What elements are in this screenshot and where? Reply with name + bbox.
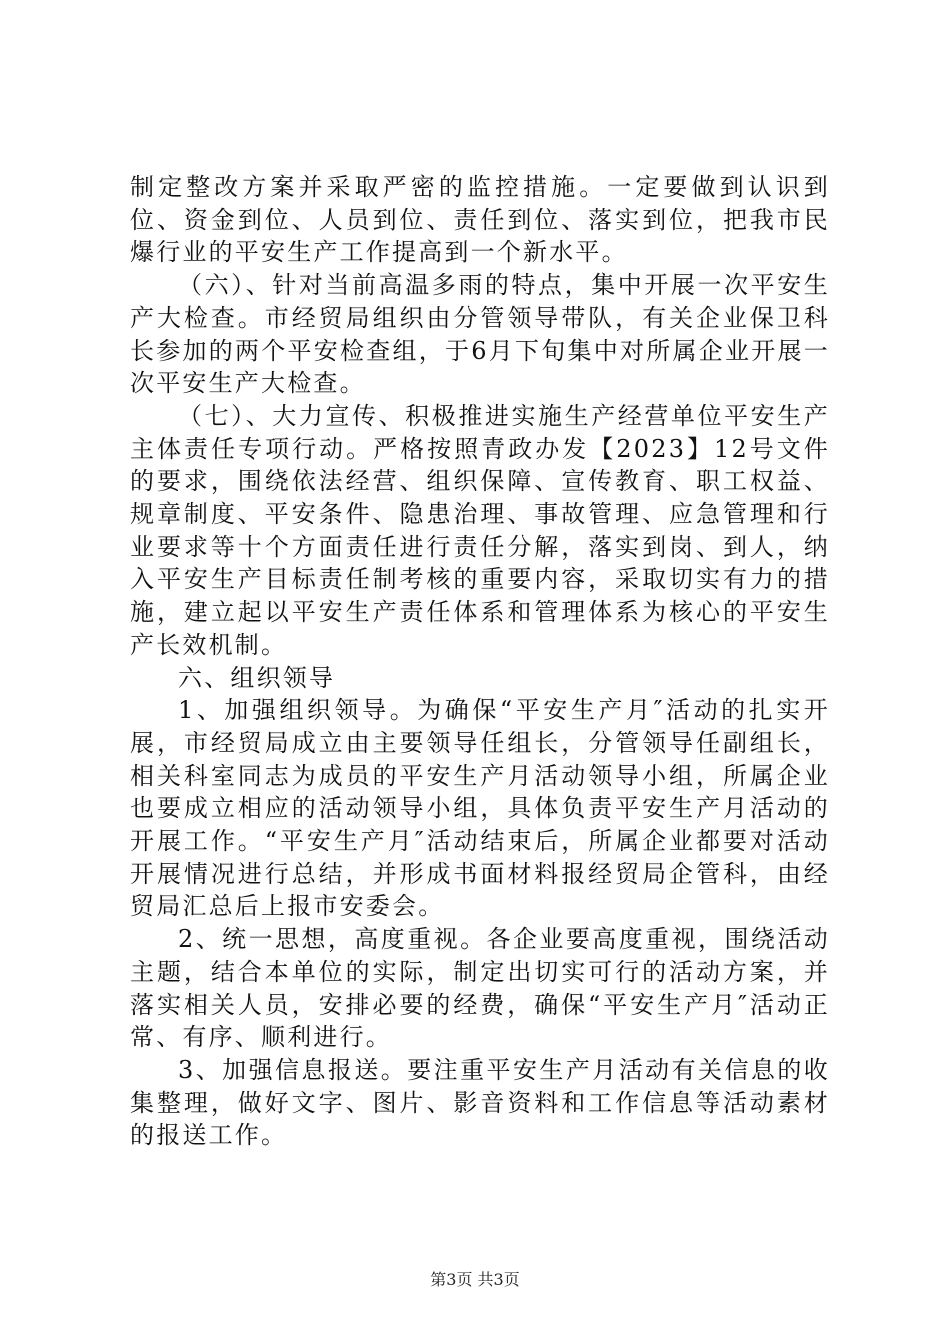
section-heading-organization: 六、组织领导 — [178, 663, 336, 692]
page-number-footer: 第3页 共3页 — [430, 1270, 520, 1289]
paragraph-continuation: 制定整改方案并采取严密的监控措施。一定要做到认识到位、资金到位、人员到位、责任到位、落实到位，把我市民爆行业的平安生产工作提高到一个新水平。 — [130, 173, 830, 267]
paragraph-point-3: 3、加强信息报送。要注重平安生产月活动有关信息的收集整理，做好文字、图片、影音资料和工作信息等活动素材的报送工作。 — [130, 1055, 830, 1150]
paragraph-point-1: 1、加强组织领导。为确保“平安生产月″活动的扎实开展，市经贸局成立由主要领导任组长，分管领导任副组长，相关科室同志为成员的平安生产月活动领导小组，所属企业也要成立相应的活动领导小组，具体负责平安生产月活动的开展工作。“平安生产月″活动结束后，所属企业都要对活动开展情况进行总结，并形成书面材料报经贸局企管科，由经贸局汇总后上报市安委会。 — [130, 696, 830, 921]
paragraph-item-six: （六）、针对当前高温多雨的特点，集中开展一次平安生产大检查。市经贸局组织由分管领导带队，有关企业保卫科长参加的两个平安检查组，于6月下旬集中对所属企业开展一次平安生产大检查。 — [130, 271, 830, 398]
paragraph-item-seven: （七）、大力宣传、积极推进实施生产经营单位平安生产主体责任专项行动。严格按照青政办发【2023】12号文件的要求，围绕依法经营、组织保障、宣传教育、职工权益、规章制度、平安条件、隐患治理、事故管理、应急管理和行业要求等十个方面责任进行责任分解，落实到岗、到人，纳入平安生产目标责任制考核的重要内容，采取切实有力的措施，建立起以平安生产责任体系和管理体系为核心的平安生产长效机制。 — [130, 401, 830, 659]
document-body — [130, 171, 830, 1152]
paragraph-point-2: 2、统一思想，高度重视。各企业要高度重视，围绕活动主题，结合本单位的实际，制定出切实可行的活动方案，并落实相关人员，安排必要的经费，确保“平安生产月″活动正常、有序、顺利进行。 — [130, 925, 830, 1052]
